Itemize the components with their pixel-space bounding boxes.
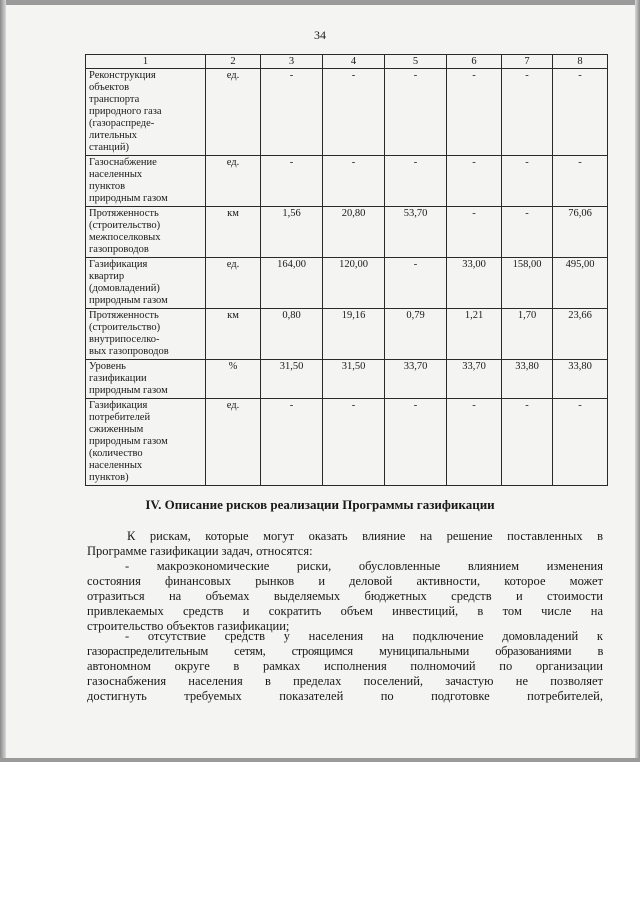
value-cell: - [261,399,323,486]
unit-cell: ед. [206,69,261,156]
section-heading: IV. Описание рисков реализации Программы газификации [145,497,495,512]
indicator-name-line: населенных [89,169,143,180]
value-cell: - [385,399,447,486]
value-cell: 164,00 [261,258,323,309]
value-cell: - [323,399,385,486]
table-header-row [86,55,608,69]
indicator-name-line: Реконструкция [89,70,156,81]
unit-cell: ед. [206,258,261,309]
indicator-name-line: потребителей [89,412,151,423]
paragraph-line: состояния финансовых рынков и деловой активности, которое может [87,574,603,588]
indicator-name-line: пунктов [89,181,126,192]
value-cell: 33,00 [447,258,502,309]
column-header: 4 [323,55,385,69]
value-cell: 23,66 [553,309,608,360]
indicator-name-line: (домовладений) [89,283,160,294]
value-cell: 19,16 [323,309,385,360]
value-cell: 33,80 [502,360,553,399]
indicator-name-cell [86,360,206,399]
paragraph-line: автономном округе в рамках исполнения полномочий по организации [87,659,603,673]
indicator-name-line: (строительство) [89,220,161,231]
value-cell: - [502,69,553,156]
value-cell: - [385,258,447,309]
indicator-name-line: пунктов) [89,472,129,483]
table-row [86,156,608,207]
paragraph-line: Программе газификации задач, относятся: [87,544,313,558]
indicator-name-cell [86,207,206,258]
value-cell: - [553,399,608,486]
indicator-name-line: природным газом [89,385,168,396]
indicator-name-cell [86,69,206,156]
value-cell: - [447,399,502,486]
paragraph-line: газораспределительным сетям, строящимся муниципальными образованиями в [87,644,603,658]
value-cell: 31,50 [323,360,385,399]
value-cell: 33,70 [385,360,447,399]
value-cell: - [502,399,553,486]
value-cell: - [553,69,608,156]
value-cell: - [502,207,553,258]
column-header: 2 [206,55,261,69]
value-cell: 120,00 [323,258,385,309]
column-header: 7 [502,55,553,69]
indicator-name-line: Протяженность [89,208,159,219]
value-cell: 33,70 [447,360,502,399]
indicator-name-line: квартир [89,271,125,282]
value-cell: - [553,156,608,207]
indicator-name-line: газификации [89,373,147,384]
value-cell: 33,80 [553,360,608,399]
paragraph-line: привлекаемых средств и сократить объем инвестиций, в том числе на [87,604,603,618]
value-cell: 31,50 [261,360,323,399]
column-header: 5 [385,55,447,69]
indicator-name-line: межпоселковых [89,232,161,243]
paragraph-line: - отсутствие средств у населения на подключение домовладений к [125,629,603,643]
value-cell: 1,70 [502,309,553,360]
indicator-name-line: (газораспреде- [89,118,155,129]
page-number: 34 [314,28,326,42]
value-cell: - [447,69,502,156]
table-row [86,360,608,399]
value-cell: 0,80 [261,309,323,360]
value-cell: - [261,156,323,207]
table-row [86,399,608,486]
column-header: 1 [86,55,206,69]
indicator-name-line: Газоснабжение [89,157,157,168]
gasification-table [85,54,608,486]
indicator-name-line: Протяженность [89,310,159,321]
value-cell: 495,00 [553,258,608,309]
value-cell: 158,00 [502,258,553,309]
value-cell: - [502,156,553,207]
unit-cell: км [206,207,261,258]
paragraph-line: газоснабжения населения в пределах поселений, зачастую не позволяет [87,674,603,688]
indicator-name-line: транспорта [89,94,140,105]
unit-cell: км [206,309,261,360]
paragraph-line: К рискам, которые могут оказать влияние на решение поставленных в [127,529,603,543]
value-cell: 53,70 [385,207,447,258]
scan-edge-right [635,0,640,762]
paragraph-risk-population [87,629,603,704]
indicator-name-line: Газификация [89,259,148,270]
indicator-name-line: газопроводов [89,244,149,255]
unit-cell: ед. [206,399,261,486]
value-cell: 20,80 [323,207,385,258]
table-body [86,69,608,486]
indicator-name-line: (строительство) [89,322,161,333]
paragraph-line: строительство объектов газификации; [87,619,290,633]
scan-edge-top [0,0,640,5]
paragraph-line: отразиться на объемах выделяемых бюджетных средств и стоимости [87,589,603,603]
indicator-name-cell [86,156,206,207]
value-cell: - [261,69,323,156]
indicator-name-cell [86,399,206,486]
indicator-name-cell [86,258,206,309]
table-row [86,207,608,258]
indicator-name-line: населенных [89,460,143,471]
indicator-name-line: природным газом [89,295,168,306]
value-cell: - [385,156,447,207]
paragraph-line: - макроэкономические риски, обусловленные влиянием изменения [125,559,603,573]
value-cell: 76,06 [553,207,608,258]
indicator-name-line: внутрипоселко- [89,334,160,345]
unit-cell: % [206,360,261,399]
indicator-name-line: вых газопроводов [89,346,169,357]
table-row [86,309,608,360]
column-header: 6 [447,55,502,69]
value-cell: - [447,156,502,207]
indicator-name-line: Уровень [89,361,126,372]
value-cell: - [323,156,385,207]
paragraph-intro [87,529,603,559]
value-cell: - [447,207,502,258]
indicator-name-cell [86,309,206,360]
value-cell: - [323,69,385,156]
column-header: 3 [261,55,323,69]
indicator-name-line: (количество [89,448,143,459]
indicator-name-line: сжиженным [89,424,144,435]
scan-edge-bottom [0,758,640,762]
scan-edge-left [0,0,6,762]
value-cell: - [385,69,447,156]
value-cell: 0,79 [385,309,447,360]
indicator-name-line: природным газом [89,193,168,204]
table-row [86,258,608,309]
indicator-name-line: Газификация [89,400,148,411]
indicator-name-line: лительных [89,130,138,141]
column-header: 8 [553,55,608,69]
table-row [86,69,608,156]
indicator-name-line: природного газа [89,106,162,117]
value-cell: 1,56 [261,207,323,258]
value-cell: 1,21 [447,309,502,360]
unit-cell: ед. [206,156,261,207]
paragraph-line: достигнуть требуемых показателей по подготовке потребителей, [87,689,603,703]
indicator-name-line: природным газом [89,436,168,447]
indicator-name-line: объектов [89,82,130,93]
indicator-name-line: станций) [89,142,130,153]
paragraph-risk-macro [87,559,603,634]
